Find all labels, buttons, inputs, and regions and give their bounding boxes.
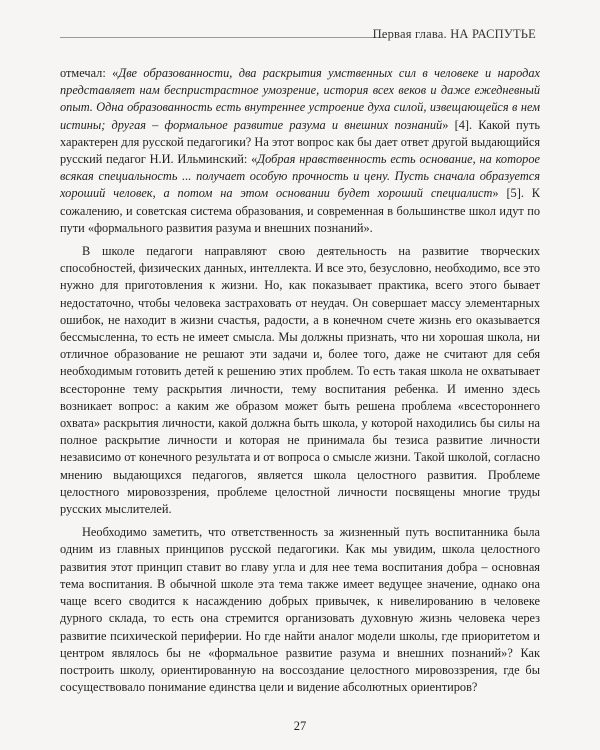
page-number: 27 — [293, 719, 307, 733]
paragraph-2 — [60, 243, 540, 518]
paragraph-text: » [4]. Какой путь характерен для русской педагогики? На этот вопрос как бы дает ответ другой выдающийся русский педагог Н.И. Ильминский: « — [60, 117, 540, 167]
paragraph-text: Необходимо заметить, что ответственность за жизненный путь воспитанника была одним из главных принципов русской педагогики. Как мы увидим, школа целостного развития этот принцип ставит во главу угла и для нее тема воспитания добра – основная тема воспитания. В обычной школе эта тема также имеет ведущее значение, однако она чаще всего сводится к насаждению добрых привычек, к нивелированию в человеке дурного склада, то есть она стремится организовать духовную жизнь человека через развитие психической периферии. Но где найти аналог модели школы, где приоритетом и центром являлось бы не «формальное развитие разума и внешних познаний»? Как построить школу, ориентированную на воссоздание целостного мировоззрения, где бы сосуществовало понимание единства цели и видение абсолютных ориентиров? — [60, 525, 540, 695]
italic-quote-text: Добрая нравственность есть основание, на которое всякая специальность ... получает особую прочность и цену. Пусть сначала образуется хороший человек, а потом на этом основании будет хороший специалист — [60, 152, 540, 201]
running-header — [60, 27, 536, 47]
running-title: Первая глава. НА РАСПУТЬЕ — [372, 27, 536, 41]
paragraph-3 — [60, 524, 540, 696]
paragraph-text: В школе педагоги направляют свою деятельность на развитие творческих способностей, физических данных, интеллекта. И все это, безусловно, необходимо, все это нужно для приготовления к жизни. Но, как показывает практика, всего этого бывает недостаточно, чтобы человека застраховать от неудач. Он совершает массу элементарных ошибок, не находит в жизни счастья, радости, а в конечном счете жизнь его оказывается бессмысленна, то есть не имеет смысла. Мы должны признать, что ни хорошая школа, ни отличное образование не решают эти задачи и, более того, даже не считают для себя необходимым готовить детей к решению этих проблем. То есть такая школа не охватывает всесторонне тему раскрытия личности, тему воспитания ребенка. И именно здесь возникает вопрос: а каким же образом может быть решена проблема «всестороннего охвата» раскрытия личности, какой должна быть школа, у которой находились бы силы на полное раскрытие личности и которая не принимала бы тезиса развитие личности независимо от конечного результата и от вопроса о смысле жизни. Такой школой, согласно мнению выдающихся педагогов, является школа целостного развития. Проблеме целостного мировоззрения, проблеме целостной личности посвящены многие труды русских мыслителей. — [60, 244, 540, 517]
italic-quote-text: Две образованности, два раскрытия умственных сил в человеке и народах представляет нам беспристрастное умозрение, история всех веков и даже ежедневный опыт. Одна образованность есть внутреннее устроение духа силой, извещающейся в нем истины; другая – формальное развитие разума и внешних познаний — [60, 66, 540, 132]
paragraph-1 — [60, 65, 540, 237]
paragraph-text: » [5]. К сожалению, и советская система образования, и современная в большинстве школ идут по пути «формального развития разума и внешних познаний». — [60, 186, 540, 235]
header-rule — [60, 37, 386, 38]
page-body — [60, 65, 540, 696]
paragraph-text: отмечал: « — [60, 66, 119, 80]
